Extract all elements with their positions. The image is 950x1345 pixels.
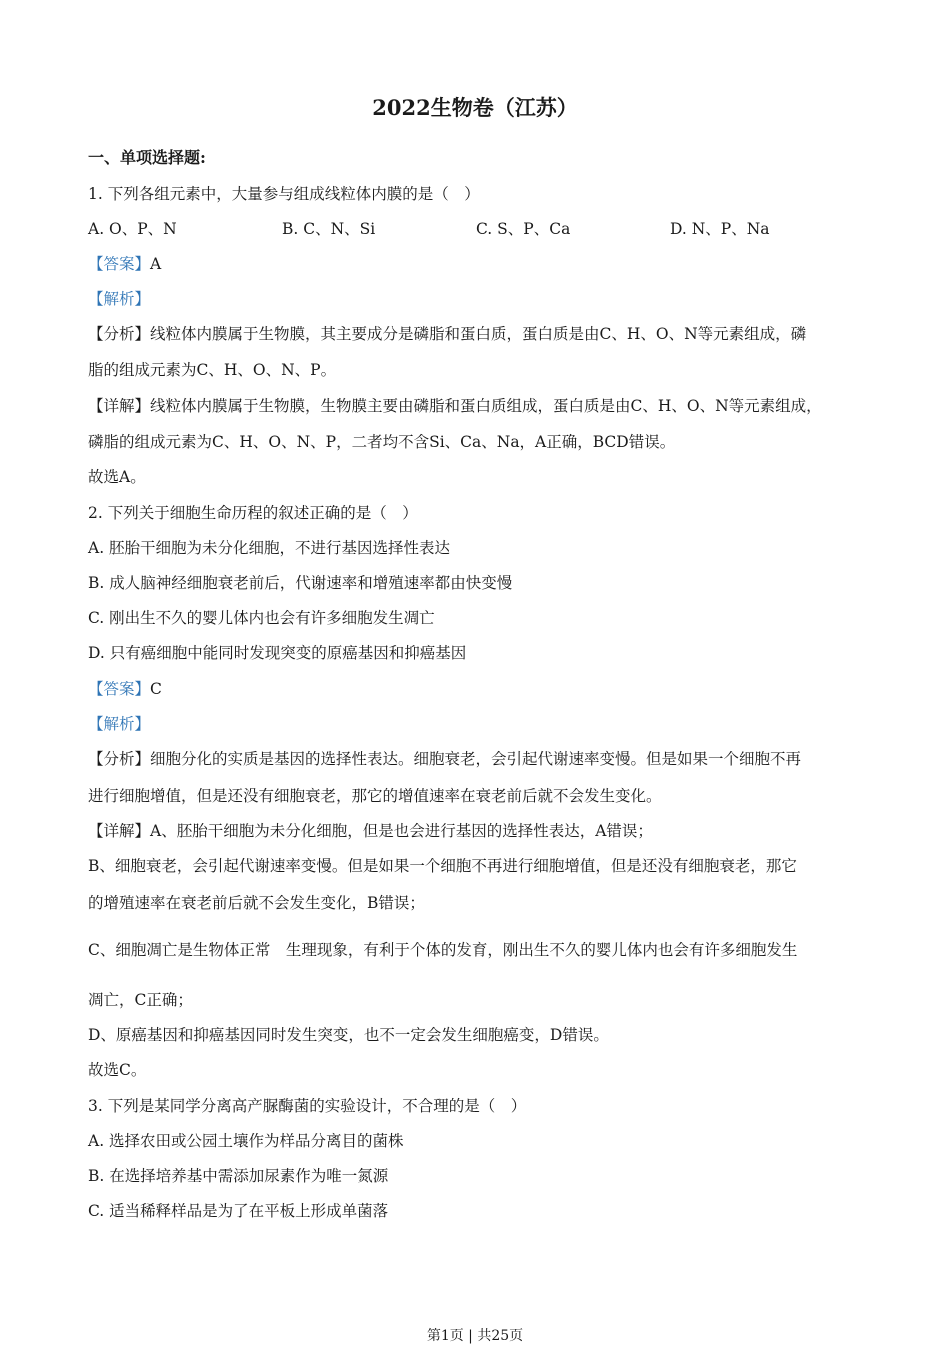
q1-xiangjie-text-1: 线粒体内膜属于生物膜，生物膜主要由磷脂和蛋白质组成，蛋白质是由C、H、O、N等元素组成， bbox=[150, 397, 822, 415]
q1-analysis-tag: 【解析】 bbox=[88, 290, 151, 308]
q1-option-d: D. N、P、Na bbox=[670, 220, 770, 238]
q1-fenxi-2: 脂的组成元素为C、H、O、N、P。 bbox=[88, 361, 337, 379]
q2-option-d: D. 只有癌细胞中能同时发现突变的原癌基因和抑癌基因 bbox=[88, 644, 467, 662]
q2-line-b1: B、细胞衰老，会引起代谢速率变慢。但是如果一个细胞不再进行细胞增值，但是还没有细胞衰老，那它 bbox=[88, 857, 797, 875]
q3-option-a: A. 选择农田或公园土壤作为样品分离目的菌株 bbox=[88, 1132, 404, 1150]
section-heading: 一、单项选择题: bbox=[88, 148, 206, 167]
q3-option-c: C. 适当稀释样品是为了在平板上形成单菌落 bbox=[88, 1202, 389, 1220]
q1-option-c: C. S、P、Ca bbox=[476, 220, 571, 238]
q2-option-c: C. 刚出生不久的婴儿体内也会有许多细胞发生凋亡 bbox=[88, 609, 435, 627]
q1-answer bbox=[88, 254, 161, 274]
q2-answer bbox=[88, 679, 162, 699]
q2-analysis-tag: 【解析】 bbox=[88, 715, 151, 733]
q2-option-b: B. 成人脑神经细胞衰老前后，代谢速率和增殖速率都由快变慢 bbox=[88, 574, 513, 592]
q2-answer-value: C bbox=[150, 680, 162, 698]
answer-tag: 【答案】 bbox=[88, 255, 151, 273]
q2-xiangjie-text-1: A、胚胎干细胞为未分化细胞，但是也会进行基因的选择性表达，A错误； bbox=[150, 822, 653, 840]
page-title: 2022生物卷（江苏） bbox=[372, 95, 578, 120]
fenxi-tag: 【分析】 bbox=[88, 325, 151, 343]
q2-line-d: D、原癌基因和抑癌基因同时发生突变，也不一定会发生细胞癌变，D错误。 bbox=[88, 1026, 609, 1044]
answer-tag: 【答案】 bbox=[88, 680, 151, 698]
q2-xiangjie-1 bbox=[88, 821, 653, 841]
q1-option-b: B. C、N、Si bbox=[282, 220, 376, 238]
q1-xiangjie-2: 磷脂的组成元素为C、H、O、N、P，二者均不含Si、Ca、Na，A正确，BCD错误。 bbox=[88, 433, 676, 451]
q1-stem: 1. 下列各组元素中，大量参与组成线粒体内膜的是（ ） bbox=[88, 185, 480, 203]
xiangjie-tag: 【详解】 bbox=[88, 397, 151, 415]
q1-xiangjie-1 bbox=[88, 396, 822, 416]
q2-choose: 故选C。 bbox=[88, 1061, 147, 1079]
q3-option-b: B. 在选择培养基中需添加尿素作为唯一氮源 bbox=[88, 1167, 389, 1185]
q1-fenxi-1 bbox=[88, 324, 806, 344]
q2-fenxi-1 bbox=[88, 749, 801, 769]
q2-line-c2: 凋亡，C正确； bbox=[88, 991, 193, 1009]
q3-stem: 3. 下列是某同学分离高产脲酶菌的实验设计，不合理的是（ ） bbox=[88, 1097, 527, 1115]
q1-option-a: A. O、P、N bbox=[88, 220, 177, 238]
q2-line-b2: 的增殖速率在衰老前后就不会发生变化，B错误； bbox=[88, 894, 425, 912]
fenxi-tag: 【分析】 bbox=[88, 750, 151, 768]
q1-fenxi-text-1: 线粒体内膜属于生物膜，其主要成分是磷脂和蛋白质，蛋白质是由C、H、O、N等元素组成，磷 bbox=[150, 325, 807, 343]
q2-line-c1: C、细胞凋亡是生物体正常 生理现象，有利于个体的发育，刚出生不久的婴儿体内也会有许多细胞发生 bbox=[88, 941, 798, 959]
q2-fenxi-text-1: 细胞分化的实质是基因的选择性表达。细胞衰老，会引起代谢速率变慢。但是如果一个细胞不再 bbox=[150, 750, 802, 768]
q1-choose: 故选A。 bbox=[88, 468, 146, 486]
xiangjie-tag: 【详解】 bbox=[88, 822, 151, 840]
q2-option-a: A. 胚胎干细胞为未分化细胞，不进行基因选择性表达 bbox=[88, 539, 451, 557]
q2-stem: 2. 下列关于细胞生命历程的叙述正确的是（ ） bbox=[88, 504, 418, 522]
q1-answer-value: A bbox=[150, 255, 162, 273]
page-footer: 第1页 | 共25页 bbox=[426, 1328, 524, 1344]
q2-fenxi-2: 进行细胞增值，但是还没有细胞衰老，那它的增值速率在衰老前后就不会发生变化。 bbox=[88, 787, 662, 805]
